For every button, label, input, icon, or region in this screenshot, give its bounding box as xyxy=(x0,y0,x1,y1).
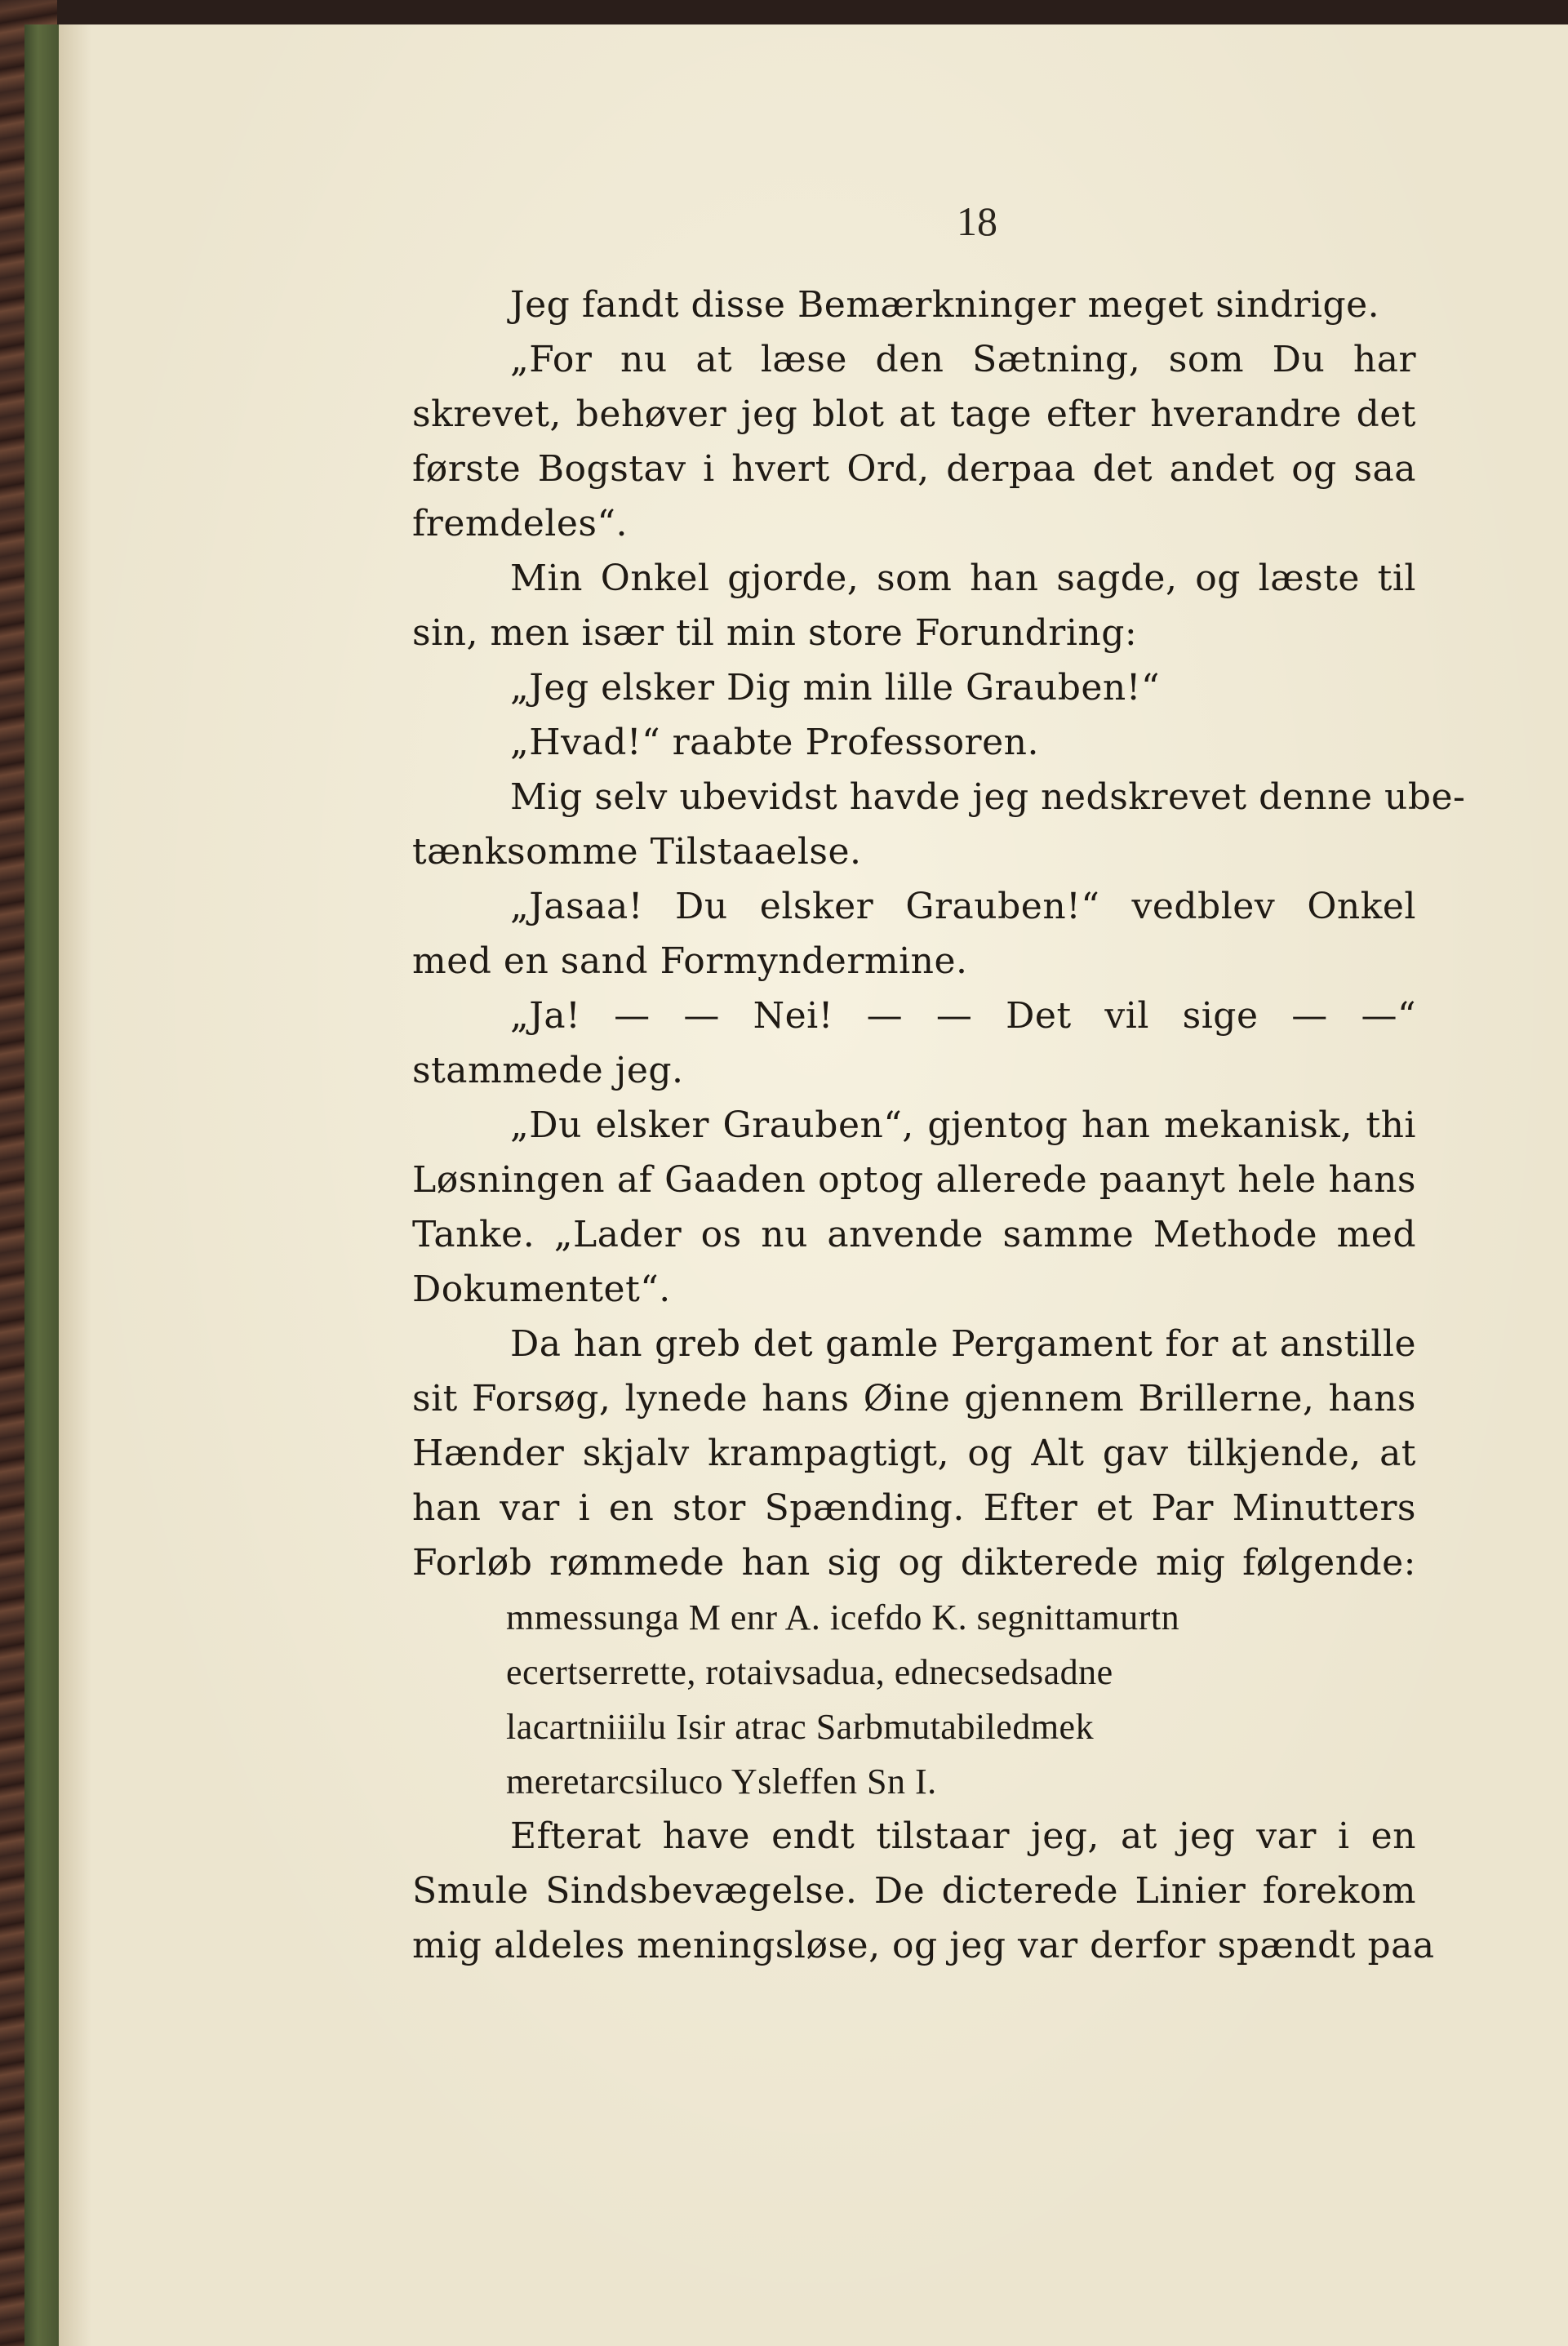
text-line: Jeg fandt disse Bemærkninger meget sindrige. xyxy=(510,284,1380,326)
cipher-line: mmessunga M enr A. icefdo K. segnittamurtn xyxy=(506,1597,1180,1637)
text-line: med en sand Formyndermine. xyxy=(412,940,968,982)
text-line: mig aldeles meningsløse, og jeg var derfor spændt paa xyxy=(412,1925,1435,1966)
text-line: skrevet, behøver jeg blot at tage efter hverandre det xyxy=(412,393,1416,435)
text-line: Mig selv ubevidst havde jeg nedskrevet denne ube- xyxy=(510,776,1466,818)
cipher-text xyxy=(412,1590,1416,1809)
text-line: sit Forsøg, lynede hans Øine gjennem Brillerne, hans xyxy=(412,1378,1416,1420)
page-number: 18 xyxy=(957,198,997,244)
text-line: Da han greb det gamle Pergament for at anstille xyxy=(510,1323,1416,1365)
cipher-line: meretarcsiluco Ysleffen Sn I. xyxy=(506,1762,937,1802)
text-line: „Ja! — — Nei! — — Det vil sige — —“ xyxy=(510,995,1416,1037)
text-line: fremdeles“. xyxy=(412,503,628,544)
text-line: sin, men især til min store Forundring: xyxy=(412,612,1138,654)
text-line: stammede jeg. xyxy=(412,1050,684,1091)
book-spine xyxy=(24,24,59,2346)
body-text xyxy=(412,278,1466,1973)
text-line: Dokumentet“. xyxy=(412,1269,671,1310)
text-line: tænksomme Tilstaaelse. xyxy=(412,831,862,873)
text-line: „Du elsker Grauben“, gjentog han mekanisk, thi xyxy=(510,1104,1416,1146)
text-line: „Hvad!“ raabte Professoren. xyxy=(510,722,1039,763)
cipher-line: lacartniiilu Isir atrac Sarbmutabiledmek xyxy=(506,1707,1095,1747)
text-line: „Jeg elsker Dig min lille Grauben!“ xyxy=(510,667,1160,709)
text-line: „For nu at læse den Sætning, som Du har xyxy=(510,339,1416,380)
text-line: Hænder skjalv krampagtigt, og Alt gav tilkjende, at xyxy=(412,1433,1416,1474)
text-line: „Jasaa! Du elsker Grauben!“ vedblev Onkel xyxy=(510,886,1416,927)
text-line: Efterat have endt tilstaar jeg, at jeg var i en xyxy=(510,1815,1416,1857)
text-line: første Bogstav i hvert Ord, derpaa det andet og saa xyxy=(412,448,1416,490)
cipher-line: ecertserrette, rotaivsadua, ednecsedsadne xyxy=(506,1652,1113,1692)
text-line: Løsningen af Gaaden optog allerede paanyt hele hans xyxy=(412,1159,1416,1201)
text-line: Min Onkel gjorde, som han sagde, og læste til xyxy=(510,558,1416,599)
text-line: han var i en stor Spænding. Efter et Par Minutters xyxy=(412,1487,1416,1529)
text-line: Tanke. „Lader os nu anvende samme Methode med xyxy=(412,1214,1416,1255)
text-line: Forløb rømmede han sig og dikterede mig følgende: xyxy=(412,1542,1416,1584)
text-line: Smule Sindsbevægelse. De dicterede Linier forekom xyxy=(412,1870,1416,1912)
